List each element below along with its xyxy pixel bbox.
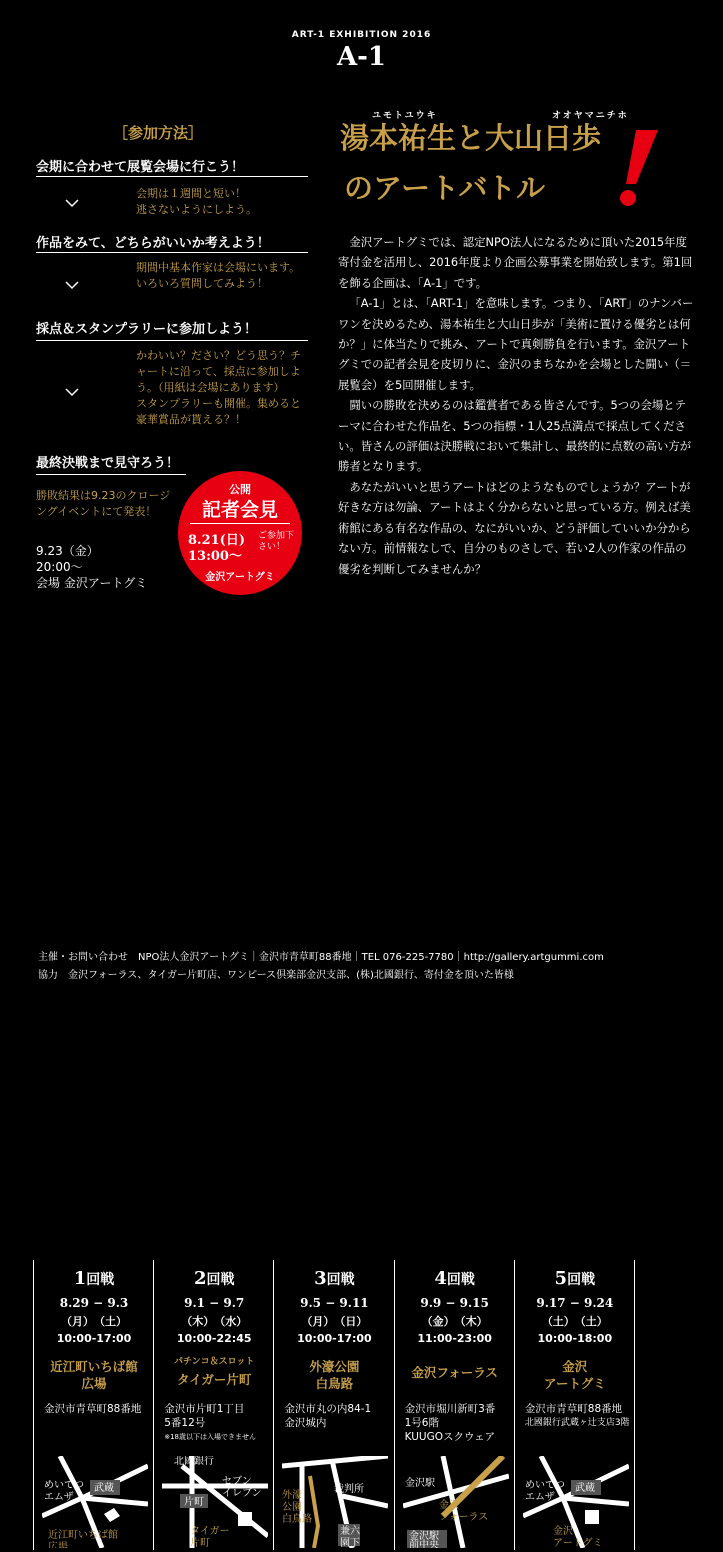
press-join-note: ご参加下さい！ [258,531,295,552]
round-time: 10:00-22:45 [176,1332,252,1345]
map-label: めいてつ [44,1480,84,1491]
round-5 [514,1260,635,1550]
main-title-line1: 湯本祐生と大山日歩 [340,121,602,155]
map-label: 前中央 [408,1540,439,1548]
map-label: エムザ [44,1492,74,1503]
map-label: 金沢 [552,1526,573,1537]
final-divider [36,474,186,475]
map-label: セブン [222,1476,252,1487]
final-date: 9.23（金） [36,544,99,558]
round-days: （木） （水） [181,1315,248,1328]
map-label: 片町 [190,1538,211,1548]
main-title-line2: のアートバトル [344,171,545,205]
round-address-note: ※18歳以下は入場できません [164,1433,256,1441]
body-paragraph: あなたがいいと思うアートはどのようなものでしょうか？アートが好きな方は勿論、アートはよく分からないと思っている方。例えば美術館にある有名な作品の、なにがいいか、どう評価していいか分からない方。前情報なしで、自分のものさしで、若い2人の作家の作品の優劣を判断してみませんか？ [338,479,691,576]
round-number: 5回戦 [554,1268,596,1289]
map-label: 裁判所 [334,1484,365,1495]
round-time: 11:00-23:00 [417,1332,492,1345]
round-address [525,1402,635,1430]
round-dates: 9.1 − 9.7 [184,1296,245,1310]
press-time: 13:00〜 [188,549,242,564]
body-paragraph: 闘いの勝敗を決めるのは鑑賞者である皆さんです。5つの会場とテーマに合わせた作品を、5つの指標・1人25点満点で採点してください。皆さんの評価は決勝戦において集計し、最終的に点数の高い方が勝者となります。 [338,398,692,474]
body-paragraph: 「A-1」とは、「ART-1」を意味します。つまり、「ART」のナンバーワンを決めるため、湯本祐生と大山日歩が「美術に置ける優劣とは何か？」に体当たりで挑み、アートで真剣勝負を行います。金沢アートグミでの記者会見を皮切りに、金沢のまちなかを会場とした闘い（＝展覧会）を5回開催します。 [338,296,694,392]
round-dates: 9.9 − 9.15 [420,1296,489,1310]
exclamation-mark [606,128,662,208]
chevron-down-icon [65,196,79,210]
map-label: イレブン [222,1488,262,1499]
round-days: （金） （木） [421,1315,488,1328]
map-label: 金沢駅 [404,1478,435,1489]
press-title: 記者会見 [201,499,278,521]
map-label: 白鳥路 [282,1514,313,1525]
press-date: 8.21(日) [188,533,245,548]
step-1-divider [36,176,308,177]
how-to-participate-title: ［参加方法］ [112,124,203,142]
round-address [164,1402,274,1444]
map-label: 公園 [282,1502,303,1513]
map-round-3 [282,1456,388,1548]
map-label: エムザ [524,1492,555,1503]
step-1-heading: 会期に合わせて展覧会場に行こう！ [36,160,245,175]
map-label: フォーラス [438,1512,488,1523]
map-label: 外濠 [282,1490,303,1501]
exhibition-label: ART-1 EXHIBITION 2016 [291,30,432,40]
map-label: アートグミ [552,1538,603,1548]
final-note: 勝敗結果は9.23のクロージングイベントにて発表！ [36,489,171,518]
round-address: 金沢市堀川新町3番 1号6階 KUUGOスクウェア [404,1403,496,1443]
round-time: 10:00-17:00 [297,1332,372,1345]
ruby-yumoto: ユモトユウキ [372,111,438,121]
round-time: 10:00-17:00 [56,1332,132,1345]
step-3-divider [36,340,308,341]
round-days: （土） （土） [541,1315,608,1328]
step-2-note: 期間中基本作家は会場にいます。いろいろ質問してみよう！ [136,261,301,290]
round-2 [153,1260,273,1550]
chevron-down-icon [65,278,79,292]
final-time: 20:00〜 [36,560,83,574]
round-venue [154,1354,274,1388]
body-text [338,232,694,579]
round-dates: 8.29 − 9.3 [59,1296,129,1310]
round-address: 金沢市丸の内84-1 金沢城内 [284,1403,372,1429]
step-2-heading: 作品をみて、どちらがいいか考えよう！ [36,236,270,251]
map-round-5 [523,1456,629,1548]
round-venue-small: パチンコ＆スロット [174,1357,255,1367]
final-heading: 最終決戦まで見守ろう！ [36,456,180,471]
map-label: めいてつ [524,1480,565,1491]
map-label: 広場 [48,1542,68,1548]
exclamation-icon [606,128,662,208]
round-4 [394,1260,514,1550]
round-1 [33,1260,153,1550]
map-round-1 [42,1456,148,1548]
round-dates: 9.5 − 9.11 [300,1296,369,1310]
round-time: 10:00-18:00 [537,1332,613,1345]
press-venue: 金沢アートグミ [205,572,275,583]
map-label: 兼六 [340,1526,361,1537]
map-label: 近江町いちば館 [48,1530,118,1541]
round-number: 2回戦 [193,1268,235,1289]
step-1-note: 会期は１週間と短い！ 逃さないようにしよう。 [136,187,257,216]
round-days: （月） （土） [61,1315,127,1328]
logo-a1: A-1 [336,42,387,72]
round-address-text: 金沢市青草町88番地 [524,1403,623,1415]
footer-cooperation: 協力 金沢フォーラス、タイガー片町店、ワンピース倶楽部金沢支部、(株)北國銀行、寄付金を頂いた皆様 [38,970,514,981]
map-label: 武蔵 [94,1483,114,1494]
footer-organizer: 主催・お問い合わせ NPO法人金沢アートグミ｜金沢市青草町88番地｜TEL 076-225-7780｜http://gallery.artgummi.com [38,952,604,963]
map-label: タイガー [190,1526,230,1537]
chevron-down-icon [65,385,79,399]
round-venue: 近江町いちば館 広場 [50,1359,138,1391]
round-3 [273,1260,393,1550]
round-dates: 9.17 − 9.24 [536,1296,614,1310]
round-address: 金沢市青草町88番地 [44,1403,142,1415]
final-info [36,543,196,591]
round-venue-name: タイガー片町 [177,1372,252,1387]
ruby-oyama: オオヤマニチホ [552,111,629,121]
map-label: 北國銀行 [174,1456,215,1467]
map-label: 金沢駅 [408,1531,439,1542]
round-number: 4回戦 [434,1268,475,1289]
map-label: 武蔵 [574,1483,595,1494]
round-address-text: 金沢市片町1丁目 5番12号 [164,1403,245,1429]
press-divider [190,523,290,524]
map-label: 園下 [340,1538,361,1548]
final-venue: 会場 金沢アートグミ [36,576,148,590]
round-venue: 外濠公園 白鳥路 [309,1359,360,1391]
body-paragraph: 金沢アートグミでは、認定NPO法人になるために頂いた2015年度寄付金を活用し、2016年度より企画公募事業を開始致します。第1回を飾る企画は、「A-1」です。 [338,235,693,290]
round-venue: 金沢フォーラス [411,1365,498,1380]
round-venue: 金沢 アートグミ [543,1359,606,1391]
map-round-2 [162,1456,268,1548]
round-address-note: 北國銀行武蔵ヶ辻支店3階 [524,1418,630,1428]
round-days: （月） （日） [301,1315,368,1328]
press-conference-badge [178,471,302,595]
step-3-heading: 採点＆スタンプラリーに参加しよう！ [36,322,258,337]
map-label: 片町 [184,1497,205,1508]
round-number: 1回戦 [73,1268,115,1289]
step-3-note: かわいい？ださい？どう思う？チャートに沿って、採点に参加しよう。（用紙は会場にあります） スタンプラリーも開催。集めると豪華賞品が貰える？！ [136,349,301,426]
map-label: 金沢 [438,1500,459,1511]
map-round-4 [403,1456,509,1548]
press-open-label: 公開 [229,483,251,496]
step-2-divider [36,252,308,253]
round-number: 3回戦 [314,1268,355,1289]
